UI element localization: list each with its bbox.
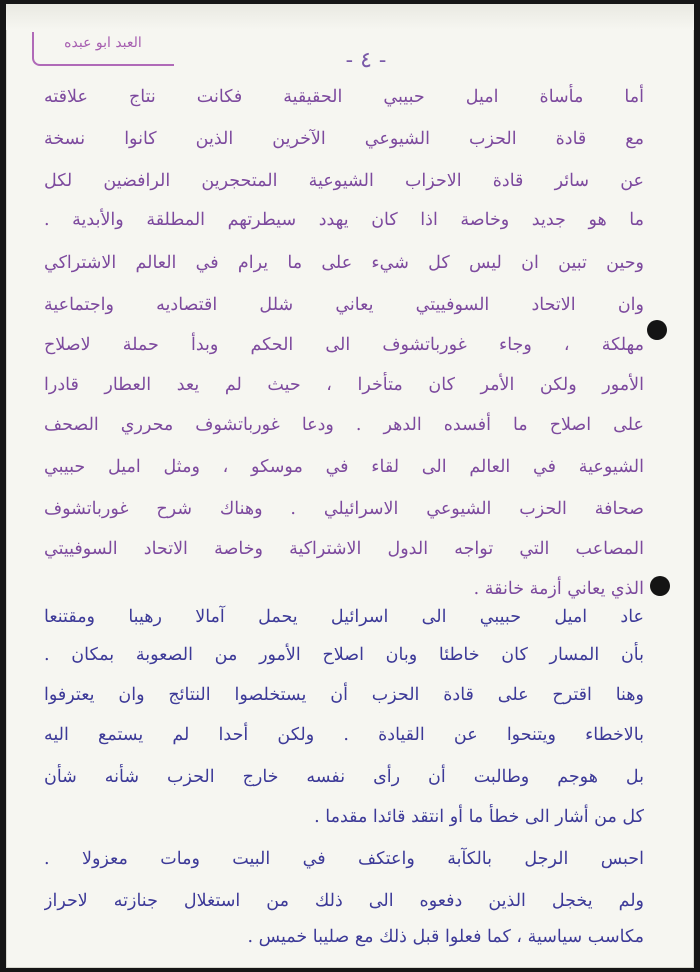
text-line: مكاسب سياسية ، كما فعلوا قبل ذلك مع صليبا خميس . (247, 927, 644, 947)
document-page (6, 4, 694, 968)
text-line: بالاخطاء ويتنحوا عن القيادة . ولكن أحدا لم يستمع اليه (44, 725, 644, 745)
handwritten-body (6, 4, 694, 968)
text-line: كل من أشار الى خطأ ما أو انتقد قائدا مقدما . (314, 807, 644, 827)
text-line: مهلكة ، وجاء غورباتشوف الى الحكم وبدأ حملة لاصلاح (44, 335, 644, 355)
text-line: الأمور ولكن الأمر كان متأخرا ، حيث لم يعد العطار قادرا (44, 375, 644, 395)
text-line: مع قادة الحزب الشيوعي الآخرين الذين كانوا نسخة (44, 129, 644, 149)
text-line: وان الاتحاد السوفييتي يعاني شلل اقتصاديه واجتماعية (44, 295, 644, 315)
text-line: وحين تبين ان ليس كل شيء على ما يرام في العالم الاشتراكي (44, 253, 644, 273)
text-line: بل هوجم وطالبت أن رأى نفسه خارج الحزب شأنه شأن (44, 767, 644, 787)
text-line: صحافة الحزب الشيوعي الاسرائيلي . وهناك شرح غورباتشوف (44, 499, 644, 519)
text-line: على اصلاح ما أفسده الدهر . ودعا غورباتشوف محرري الصحف (44, 415, 644, 435)
text-line: الشيوعية في العالم الى لقاء في موسكو ، ومثل اميل حبيبي (44, 457, 644, 477)
text-line: الذي يعاني أزمة خانقة . (473, 579, 644, 599)
text-line: ولم يخجل الذين دفعوه الى ذلك من استغلال جنازته لاحراز (44, 891, 644, 911)
text-line: المصاعب التي تواجه الدول الاشتراكية وخاصة الاتحاد السوفييتي (44, 539, 644, 559)
text-line: وهنا اقترح على قادة الحزب أن يستخلصوا النتائج وان يعترفوا (44, 685, 644, 705)
page-number: - ٤ - (345, 48, 387, 73)
text-line: أما مأساة اميل حبيبي الحقيقية فكانت نتاج علاقته (44, 87, 644, 107)
text-line: ما هو جديد وخاصة اذا كان يهدد سيطرتهم المطلقة والأبدية . (44, 210, 644, 230)
text-line: بأن المسار كان خاطئا وبان اصلاح الأمور من الصعوبة بمكان . (44, 645, 644, 665)
text-line: عن سائر قادة الاحزاب الشيوعية المتحجرين الرافضين لكل (44, 171, 644, 191)
text-line: عاد اميل حبيبي الى اسرائيل يحمل آمالا رهيبا ومقتنعا (44, 607, 644, 627)
archive-stamp-text: العبد ابو عبده (64, 35, 142, 51)
text-line: احبس الرجل بالكآبة واعتكف في البيت ومات معزولا . (44, 849, 644, 869)
